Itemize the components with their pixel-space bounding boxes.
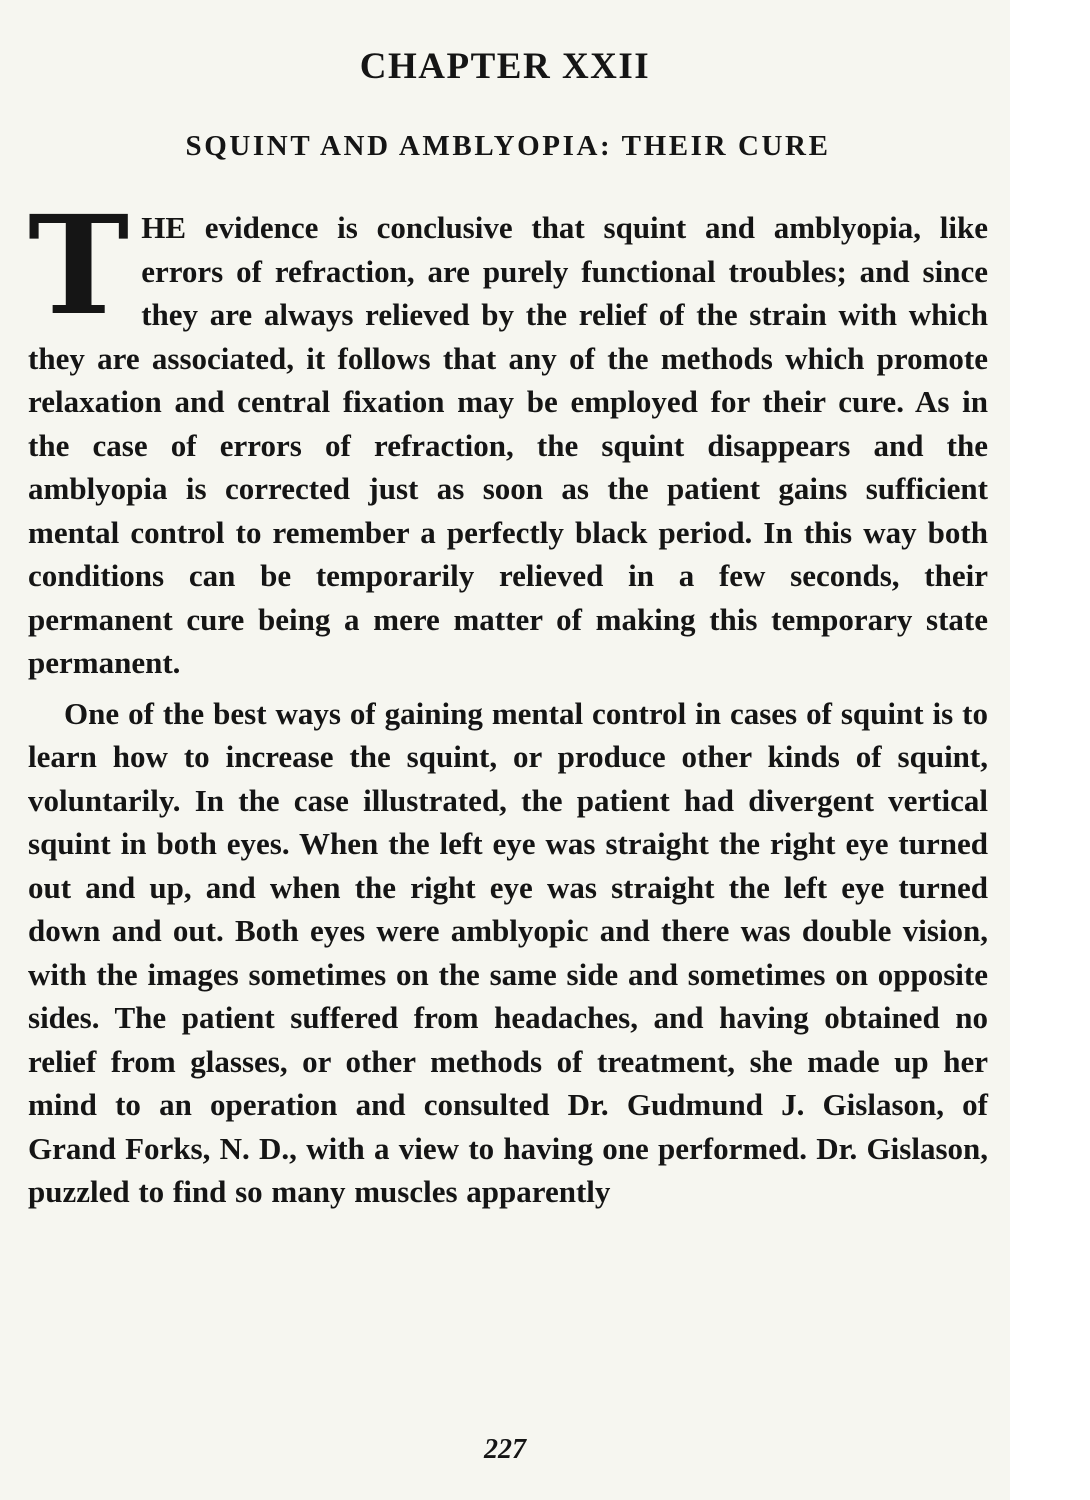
paragraph-2: One of the best ways of gaining mental control in cases of squint is to learn how to increase the squint, or produce other kinds of squint, voluntarily. In the case illustrated, the patient had divergent vertical squint in both eyes. When the left eye was straight the right eye turned out and up, and when the right eye was straight the left eye turned down and out. Both eyes were amblyopic and there was double vision, with the images sometimes on the same side and sometimes on opposite sides. The patient suffered from headaches, and having obtained no relief from glasses, or other methods of treatment, she made up her mind to an operation and consulted Dr. Gudmund J. Gislason, of Grand Forks, N. D., with a view to having one performed. Dr. Gislason, puzzled to find so many muscles apparently	[28, 695, 988, 1209]
chapter-title: SQUINT AND AMBLYOPIA: THEIR CURE	[185, 130, 831, 162]
paragraph-1-text: HE evidence is conclusive that squint and amblyopia, like errors of refraction, are purely functional troubles; and since they are always relieved by the relief of the strain with which they are associated, it follows that any of the methods which promote relaxation and central fixation may be employed for their cure. As in the case of errors of refraction, the squint disappears and the amblyopia is corrected just as soon as the patient gains sufficient mental control to remember a perfectly black period. In this way both conditions can be temporarily relieved in a few seconds, their permanent cure being a mere matter of making this temporary state permanent.	[28, 210, 988, 680]
body-text	[28, 186, 988, 1214]
page-number: 227	[484, 1434, 526, 1465]
chapter-heading: CHAPTER XXII	[359, 46, 651, 87]
drop-cap: T	[28, 186, 130, 346]
paragraph-1	[28, 186, 988, 685]
